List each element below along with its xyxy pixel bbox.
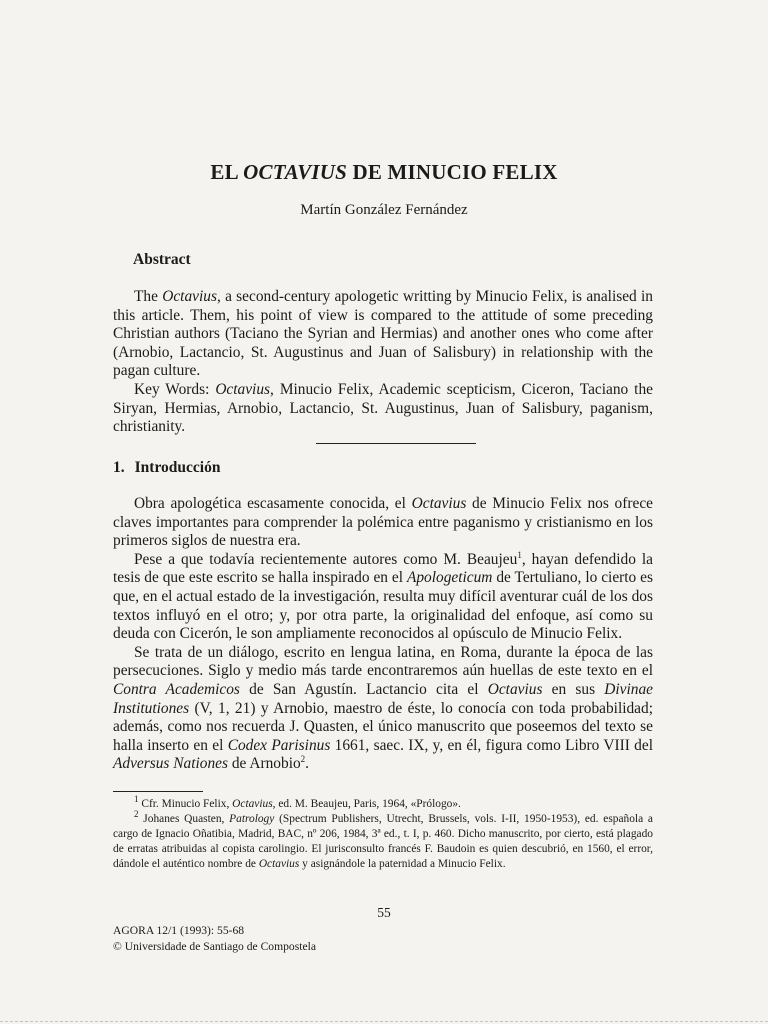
italic-text: Octavius [162, 288, 217, 305]
journal-citation [113, 923, 316, 955]
italic-text: Divinae Institutiones [113, 680, 654, 717]
text-run: , Minucio Felix, Academic scepticism, Ciceron, Taciano the Siryan, Hermias, Arnobio, Lactancio, St. Augustinus, Juan of Salisbury, paganism, christianity. [113, 380, 653, 436]
abstract-text [113, 288, 653, 437]
text-run: , ed. M. Beaujeu, Paris, 1964, «Prólogo». [272, 798, 461, 810]
text-run: Cfr. Minucio Felix, [138, 798, 233, 810]
italic-text: Octavius [487, 680, 543, 698]
footnote-ref: 2 [134, 809, 139, 820]
text-run: 1661, saec. IX, y, en él, figura como Libro VIII del [330, 736, 653, 754]
text-run: The [134, 288, 163, 305]
abstract-paragraph [113, 288, 653, 381]
page-number: 55 [377, 905, 391, 920]
journal-copyright: © Universidade de Santiago de Compostela [113, 940, 316, 953]
text-run: en sus [542, 680, 605, 698]
journal-issue: AGORA 12/1 (1993): 55-68 [113, 924, 245, 937]
text-run: (Spectrum Publishers, Utrecht, Brussels, vols. I-II, 1950-1953), ed. española a cargo de Ignacio Oñatibia, Madrid, BAC, nº 206, 1984, 3ª ed., t. I, p. 460. Dicho manuscrito, por cierto, está plagado de erratas atribuidas al copista carolingio. El jurisconsulto francés F. Baudoin es quien descubrió, en 1560, el error, dándole el auténtico nombre de [113, 813, 653, 870]
text-run: Key Words: [134, 380, 216, 398]
text-run: , hayan defendido la tesis de que este escrito se halla inspirado en el [113, 550, 653, 587]
text-run: de Arnobio [228, 755, 301, 773]
body-paragraph [113, 551, 653, 644]
italic-text: Octavius [232, 798, 273, 810]
section-number: 1. [113, 459, 125, 476]
italic-text: Apologeticum [406, 569, 493, 587]
text-run: de San Agustín. Lactancio cita el [239, 680, 488, 698]
text-run: Se trata de un diálogo, escrito en lengua latina, en Roma, durante la época de las persecuciones. Siglo y medio más tarde encontraremos aún huellas de este texto en el [113, 643, 653, 680]
article-title-italic: OCTAVIUS [243, 160, 348, 184]
italic-text: Adversus Nationes [113, 755, 228, 773]
footnotes [113, 794, 653, 872]
text-run: , a second-century apologetic writting by Minucio Felix, is analised in this article. Them, his point of view is compared to the attitude of some preceding Christian authors (Taciano the Syrian and Hermias) and another ones who come after (Arnobio, Lactancio, St. Augustinus and Juan of Salisbury) in relationship with the pagan culture. [113, 288, 653, 380]
text-run: de Tertuliano, lo cierto es que, en el actual estado de la investigación, resulta muy difícil aventurar cuál de los dos textos influyó en el otro; y, por otra parte, la originalidad del enfoque, así como su deuda con Cicerón, le son ampliamente reconocidos al opúsculo de Minucio Felix. [113, 569, 653, 643]
abstract-heading: Abstract [133, 251, 191, 268]
italic-text: Contra Academicos [113, 680, 240, 698]
footnote-ref: 2 [300, 754, 306, 765]
text-run: (V, 1, 21) y Arnobio, maestro de éste, lo conocía con toda probabilidad; además, como nos recuerda J. Quasten, el único manuscrito que poseemos del texto se halla inserto en el [113, 699, 653, 754]
text-run: de Minucio Felix nos ofrece claves importantes para comprender la polémica entre paganismo y cristianismo en los primeros siglos de nuestra era. [113, 495, 653, 550]
body-paragraph [113, 644, 653, 774]
footnote-ref: 1 [134, 794, 139, 805]
keywords-paragraph [113, 381, 653, 437]
text-run: . [305, 755, 310, 773]
author-name: Martín González Fernández [300, 202, 468, 218]
italic-text: Codex Parisinus [227, 736, 331, 754]
italic-text: Patrology [229, 813, 275, 825]
section-heading [113, 459, 220, 477]
footnote-2 [113, 809, 653, 872]
text-run: Johanes Quasten, [138, 813, 230, 825]
article-title: EL OCTAVIUS DE MINUCIO FELIX [210, 160, 558, 184]
footnote-1 [113, 794, 653, 812]
section-title: Introducción [134, 459, 221, 476]
text-run: Obra apologética escasamente conocida, el [134, 495, 412, 512]
italic-text: Octavius [411, 495, 467, 512]
body-text [113, 495, 653, 774]
italic-text: Octavius [215, 380, 271, 398]
footnote-ref: 1 [517, 549, 522, 560]
footnote-separator [113, 791, 203, 792]
section-divider [316, 443, 476, 444]
text-run: Pese a que todavía recientemente autores como M. Beaujeu [134, 550, 518, 568]
italic-text: Octavius [258, 858, 300, 870]
scan-edge [0, 1021, 768, 1022]
text-run: y asignándole la paternidad a Minucio Felix. [299, 858, 506, 870]
body-paragraph [113, 495, 653, 551]
